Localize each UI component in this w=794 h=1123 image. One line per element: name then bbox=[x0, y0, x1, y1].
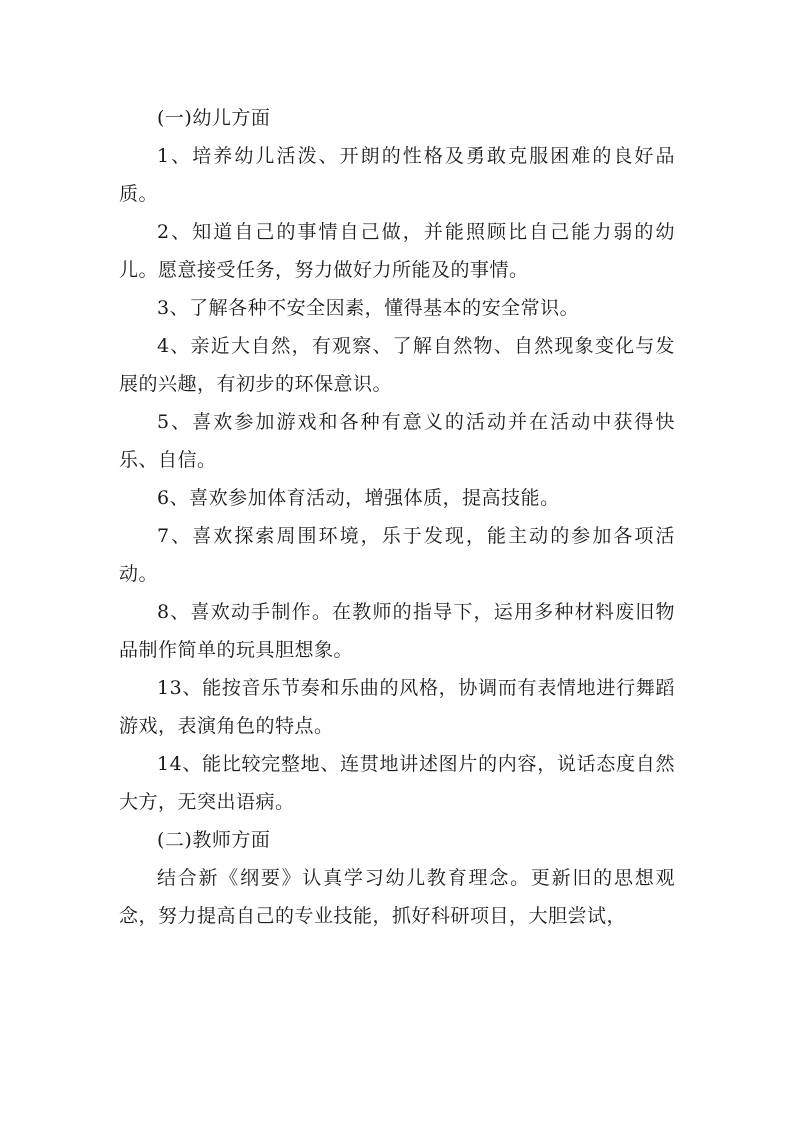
section-heading-teachers: (二)教师方面 bbox=[157, 829, 271, 851]
list-item: 1、培养幼儿活泼、开朗的性格及勇敢克服困难的良好品质。 bbox=[119, 145, 675, 205]
document-body bbox=[119, 99, 675, 935]
section-heading-children: (一)幼儿方面 bbox=[157, 107, 271, 129]
list-item: 2、知道自己的事情自己做，并能照顾比自己能力弱的幼儿。愿意接受任务，努力做好力所能及的事情。 bbox=[119, 221, 675, 281]
list-item: 5、喜欢参加游戏和各种有意义的活动并在活动中获得快乐、自信。 bbox=[119, 411, 675, 471]
list-item: 4、亲近大自然，有观察、了解自然物、自然现象变化与发展的兴趣，有初步的环保意识。 bbox=[119, 335, 675, 395]
list-item: 13、能按音乐节奏和乐曲的风格，协调而有表情地进行舞蹈游戏，表演角色的特点。 bbox=[119, 677, 675, 737]
list-item: 6、喜欢参加体育活动，增强体质，提高技能。 bbox=[157, 487, 560, 509]
list-item: 3、了解各种不安全因素，懂得基本的安全常识。 bbox=[157, 297, 580, 319]
list-item: 7、喜欢探索周围环境，乐于发现，能主动的参加各项活动。 bbox=[119, 525, 675, 585]
body-paragraph: 结合新《纲要》认真学习幼儿教育理念。更新旧的思想观念，努力提高自己的专业技能，抓好科研项目，大胆尝试， bbox=[119, 867, 675, 927]
list-item: 14、能比较完整地、连贯地讲述图片的内容，说话态度自然大方，无突出语病。 bbox=[119, 753, 675, 813]
list-item: 8、喜欢动手制作。在教师的指导下，运用多种材料废旧物品制作简单的玩具胆想象。 bbox=[119, 601, 675, 661]
